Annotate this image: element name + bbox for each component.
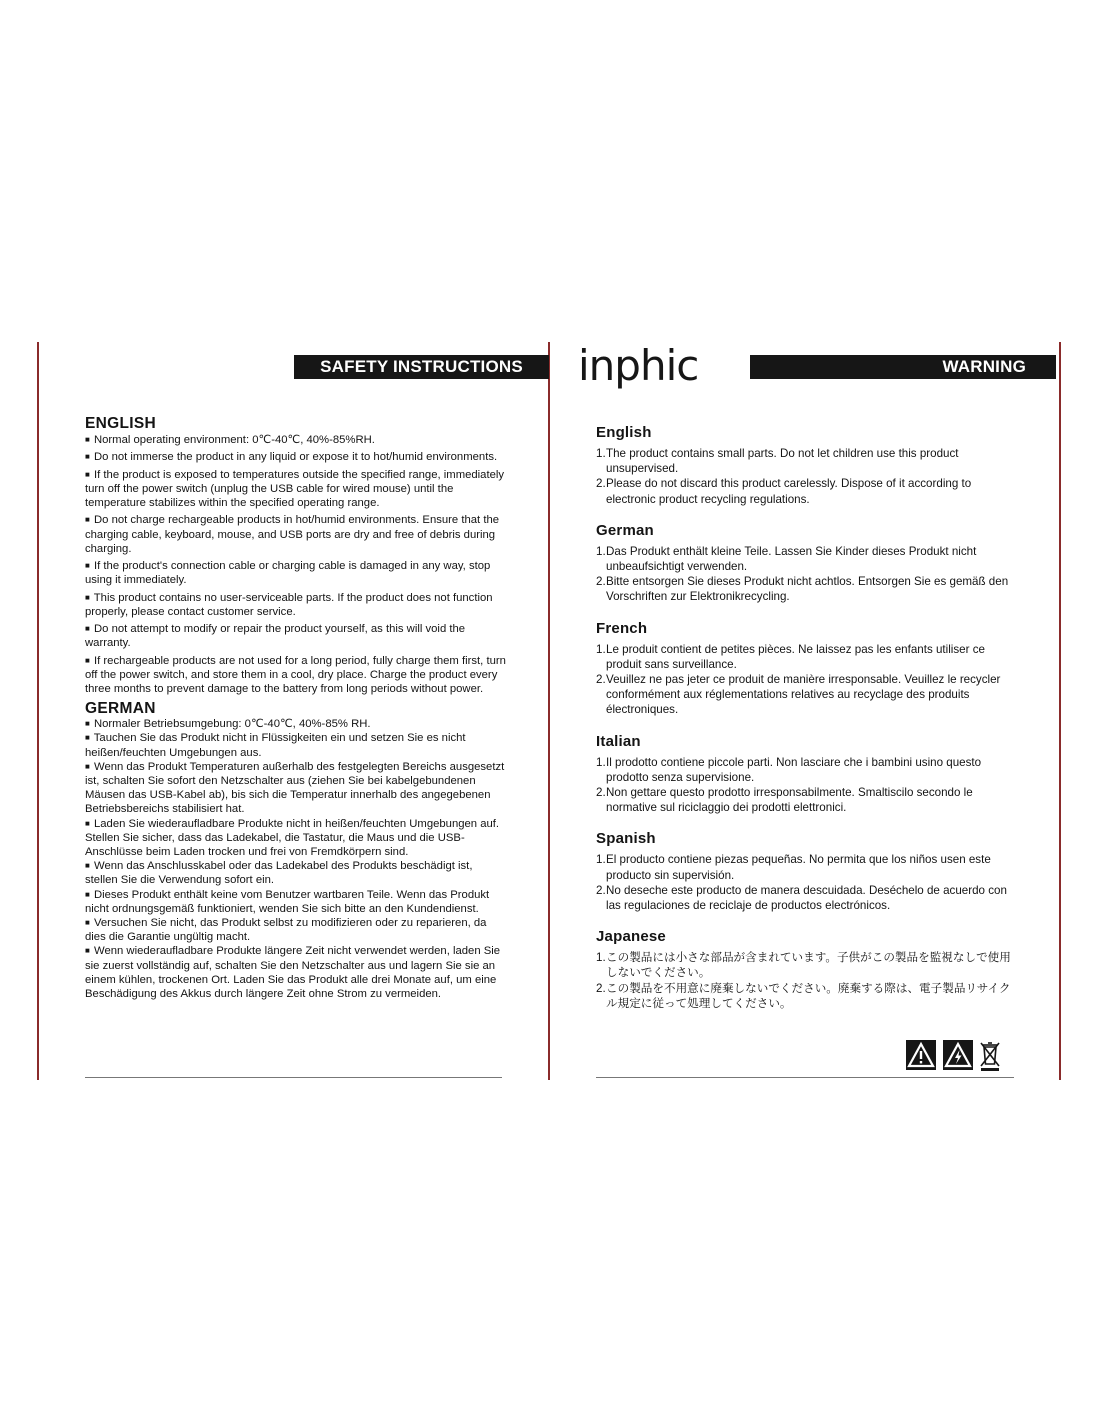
weee-crossed-bin-icon — [978, 1040, 1002, 1072]
warning-english — [596, 424, 1012, 507]
language-title: French — [596, 619, 648, 637]
safety-item: ■ Do not charge rechargeable products in hot/humid environments. Ensure that the charging cable, keyboard, mouse, and USB ports are dry and free of debris during charging. — [85, 514, 500, 555]
warning-item: 1. Le produit contient de petites pièces. Ne laissez pas les enfants utiliser ce produit sans surveillance. — [596, 642, 985, 671]
left-border-line — [37, 342, 39, 1080]
language-title: Spanish — [596, 830, 656, 848]
german-section — [85, 700, 507, 1001]
warning-item: 1. The product contains small parts. Do not let children use this product unsupervised. — [596, 447, 959, 476]
safety-item: ■ Wenn das Anschlusskabel oder das Ladekabel des Produkts beschädigt ist, stellen Sie die Verwendung sofort ein. — [85, 860, 473, 887]
safety-instructions-panel — [85, 414, 507, 1001]
warning-item: 1. Il prodotto contiene piccole parti. Non lasciare che i bambini usino questo prodotto senza supervisione. — [596, 755, 982, 784]
language-title: German — [596, 521, 654, 539]
warning-item: 2. No deseche este producto de manera descuidada. Deséchelo de acuerdo con las regulaciones de reciclaje de productos electrónicos. — [596, 883, 1007, 913]
center-fold-line — [548, 342, 550, 1080]
language-title: Italian — [596, 732, 641, 750]
warning-item: 2. Non gettare questo prodotto irresponsabilmente. Smaltiscilo secondo le normative sul riciclaggio dei prodotti elettronici. — [596, 786, 973, 815]
safety-item: ■ If the product is exposed to temperatures outside the specified range, immediately turn off the power switch (unplug the USB cable for wired mouse) until the temperature stabilizes within the specified operating range. — [85, 468, 505, 509]
left-bottom-rule — [85, 1077, 502, 1078]
safety-item: ■ Dieses Produkt enthält keine vom Benutzer wartbaren Teile. Wenn das Produkt nicht ordnungsgemäß funktioniert, wenden Sie sich bitte an den Kundendienst. — [85, 888, 490, 915]
warning-japanese — [596, 928, 1012, 1011]
safety-item: ■ This product contains no user-serviceable parts. If the product does not function properly, please contact customer service. — [85, 591, 493, 618]
section-title-german: GERMAN — [85, 700, 156, 718]
safety-item: ■ Do not attempt to modify or repair the product yourself, as this will void the warranty. — [85, 623, 466, 650]
warning-header: WARNING — [750, 355, 1056, 379]
warning-french — [596, 620, 1012, 718]
safety-item: ■ If the product's connection cable or charging cable is damaged in any way, stop using it immediately. — [85, 560, 491, 587]
warning-icon — [906, 1040, 936, 1070]
warning-item: 2. Veuillez ne pas jeter ce produit de manière irresponsable. Veuillez le recycler conformément aux réglementations relatives au recyclage des produits électroniques. — [596, 673, 1001, 717]
safety-item: ■ Tauchen Sie das Produkt nicht in Flüssigkeiten ein und setzen Sie es nicht heißen/feuchten Umgebungen aus. — [85, 732, 466, 759]
language-title: Japanese — [596, 928, 666, 946]
section-title-english: ENGLISH — [85, 415, 156, 432]
right-border-line — [1059, 342, 1061, 1080]
right-bottom-rule — [596, 1077, 1014, 1078]
warning-spanish — [596, 830, 1012, 913]
safety-item: ■ If rechargeable products are not used for a long period, fully charge them first, turn off the power switch, and store them in a cool, dry place. Charge the product every three months to prevent damage to the battery from long periods without power. — [85, 654, 506, 695]
safety-item: ■ Normal operating environment: 0℃-40℃, 40%-85%RH. — [85, 434, 375, 446]
warning-item: 2. Bitte entsorgen Sie dieses Produkt nicht achtlos. Entsorgen Sie es gemäß den Vorschriften zur Elektronikrecycling. — [596, 575, 1009, 604]
warning-item: 1. El producto contiene piezas pequeñas. No permita que los niños usen este producto sin supervisión. — [596, 853, 991, 882]
warning-item: 1. この製品には小さな部品が含まれています。子供がこの製品を監視なしで使用しないでください。 — [596, 951, 1011, 980]
warning-italian — [596, 733, 1012, 816]
warning-panel — [596, 424, 1012, 1026]
english-section — [85, 414, 507, 696]
safety-item: ■ Laden Sie wiederaufladbare Produkte nicht in heißen/feuchten Umgebungen auf. Stellen Sie sicher, dass das Ladekabel, die Tastatur, die Maus und die USB-Anschlüsse beim Laden trocken und frei von Fremdkörpern sind. — [85, 817, 500, 858]
warning-item: 2. Please do not discard this product carelessly. Dispose of it according to electronic product recycling regulations. — [596, 477, 972, 506]
safety-item: ■ Normaler Betriebsumgebung: 0℃-40℃, 40%-85% RH. — [85, 718, 371, 731]
safety-item: ■ Wenn das Produkt Temperaturen außerhalb des festgelegten Bereichs ausgesetzt ist, schalten Sie sofort den Netzschalter aus (ziehen Sie bei kabelgebundenen Mäusen das USB-Kabel ab), bis sich die Temperatur innerhalb des angegebenen Betriebsbereichs stabilisiert hat. — [85, 760, 505, 816]
safety-item: ■ Do not immerse the product in any liquid or expose it to hot/humid environments. — [85, 451, 498, 464]
inphic-logo: inphic — [578, 341, 699, 390]
warning-german — [596, 522, 1012, 605]
language-title: English — [596, 424, 652, 441]
electric-shock-icon — [943, 1040, 973, 1070]
safety-item: ■ Versuchen Sie nicht, das Produkt selbst zu modifizieren oder zu reparieren, da dies die Garantie ungültig macht. — [85, 916, 487, 944]
safety-instructions-header: SAFETY INSTRUCTIONS — [294, 355, 549, 379]
warning-item: 2. この製品を不用意に廃棄しないでください。廃棄する際は、電子製品リサイクル規定に従って処理してください。 — [596, 981, 1011, 1010]
warning-item: 1. Das Produkt enthält kleine Teile. Lassen Sie Kinder dieses Produkt nicht unbeaufsichtigt verwenden. — [596, 544, 977, 574]
safety-item: ■ Wenn wiederaufladbare Produkte längere Zeit nicht verwendet werden, laden Sie sie zuerst vollständig auf, schalten Sie den Netzschalter aus und lagern Sie sie an einem kühlen, trockenen Ort. Laden Sie das Produkt alle drei Monate auf, um eine Beschädigung des Akkus durch längere Zeit ohne Strom zu vermeiden. — [85, 945, 501, 1000]
